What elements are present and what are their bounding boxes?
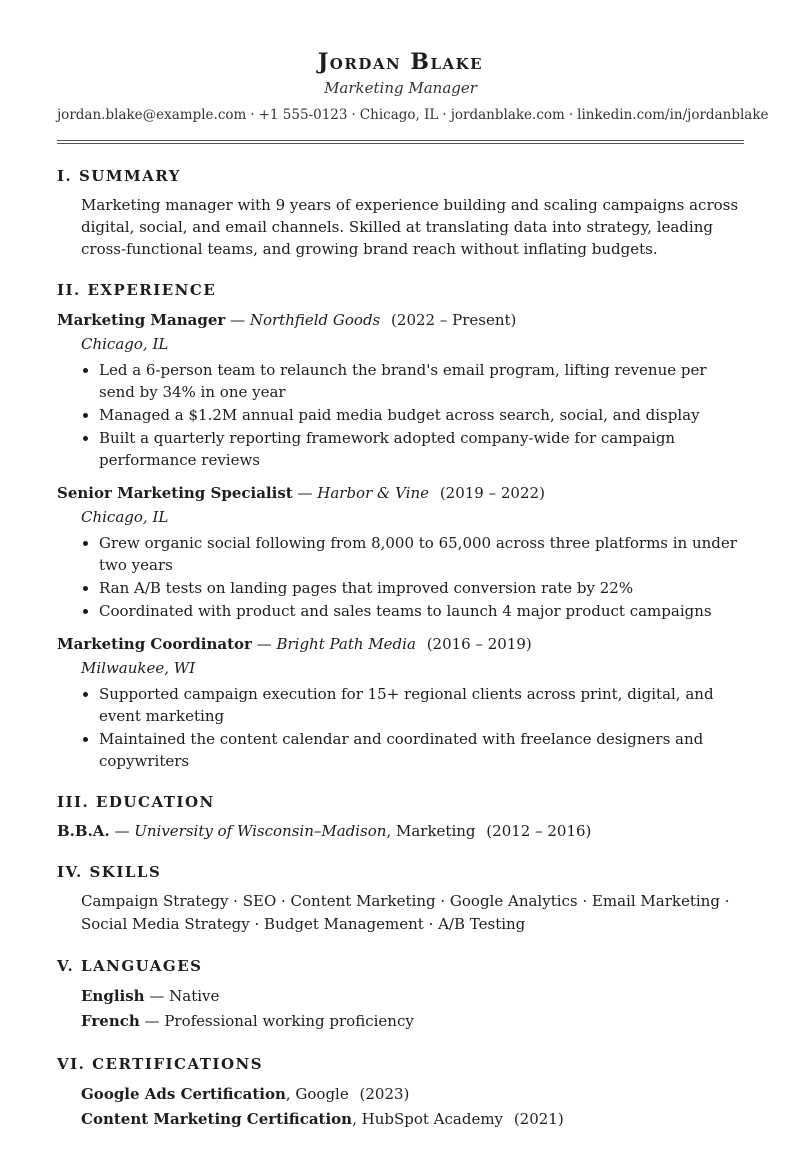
candidate-name: Jordan Blake [317, 49, 484, 75]
job-title: Senior Marketing Specialist [57, 484, 293, 502]
skills-list: Campaign Strategy · SEO · Content Marketing · Google Analytics · Email Marketing · Social Media Strategy · Budget Management · A/B Testing [81, 892, 730, 933]
degree: B.B.A. [57, 822, 110, 840]
school-name: University of Wisconsin–Madison [134, 822, 387, 840]
section-heading: III. EDUCATION [57, 793, 215, 811]
language-level: Native [169, 987, 220, 1005]
certification-entry [81, 1107, 744, 1132]
section-heading: II. EXPERIENCE [57, 281, 217, 299]
title-dash: — [292, 484, 318, 502]
job-bullet: • Maintained the content calendar and coordinated with freelance designers and copywriters [99, 728, 744, 772]
field-of-study: , Marketing [386, 822, 476, 840]
job-entry [57, 481, 744, 622]
certification-name: Google Ads Certification [81, 1085, 286, 1103]
title-dash: — [225, 311, 250, 329]
contact-separator: · [351, 107, 356, 123]
job-bullet: • Grew organic social following from 8,000 to 65,000 across three platforms in under two years [99, 532, 744, 576]
section-heading: VI. CERTIFICATIONS [57, 1055, 264, 1073]
candidate-role: Marketing Manager [324, 79, 477, 97]
section-heading: IV. SKILLS [57, 863, 162, 881]
certification-year: (2021) [513, 1110, 564, 1128]
language-name: English [81, 987, 145, 1005]
certification-year: (2023) [359, 1085, 410, 1103]
contact-email[interactable]: jordan.blake@example.com [57, 107, 247, 123]
language-dash: — [144, 987, 170, 1005]
job-bullet: • Managed a $1.2M annual paid media budget across search, social, and display [99, 404, 744, 426]
job-company: Bright Path Media [276, 635, 416, 653]
title-dash: — [251, 635, 277, 653]
contact-location: Chicago, IL [359, 107, 439, 123]
job-dates: (2016 – 2019) [426, 635, 532, 653]
job-bullet: • Built a quarterly reporting framework adopted company-wide for campaign performance reviews [99, 427, 744, 471]
job-bullets [57, 683, 744, 772]
certification-issuer: , Google [285, 1085, 349, 1103]
section-heading: V. LANGUAGES [57, 957, 203, 975]
contact-separator: · [568, 107, 574, 123]
language-entry [81, 984, 744, 1009]
job-bullet: • Supported campaign execution for 15+ regional clients across print, digital, and event marketing [99, 683, 744, 727]
job-company: Northfield Goods [249, 311, 381, 329]
job-bullet: • Coordinated with product and sales teams to launch 4 major product campaigns [99, 600, 744, 622]
education-dates: (2012 – 2016) [486, 822, 592, 840]
certification-entry [81, 1082, 744, 1107]
job-entry [57, 632, 744, 772]
contact-website[interactable]: jordanblake.com [450, 107, 565, 123]
job-bullet: • Ran A/B tests on landing pages that improved conversion rate by 22% [99, 577, 744, 599]
job-entry [57, 308, 744, 471]
job-bullets [57, 359, 744, 471]
education-section [57, 792, 744, 842]
certifications-section [57, 1054, 744, 1132]
language-entry [81, 1009, 744, 1034]
skills-section [57, 862, 744, 936]
contact-separator: · [442, 107, 447, 123]
job-location: Chicago, IL [81, 508, 169, 526]
language-name: French [81, 1012, 140, 1030]
job-title: Marketing Coordinator [57, 635, 252, 653]
language-level: Professional working proficiency [164, 1012, 414, 1030]
experience-section [57, 280, 744, 772]
languages-section [57, 956, 744, 1034]
job-title: Marketing Manager [57, 311, 226, 329]
degree-dash: — [109, 822, 135, 840]
job-dates: (2019 – 2022) [439, 484, 545, 502]
contact-linkedin[interactable]: linkedin.com/in/jordanblake [577, 107, 769, 123]
contact-line [57, 106, 769, 124]
job-location: Milwaukee, WI [81, 659, 196, 677]
job-dates: (2022 – Present) [391, 311, 517, 329]
education-entry [57, 820, 744, 842]
certification-name: Content Marketing Certification [81, 1110, 353, 1128]
contact-separator: · [250, 107, 255, 123]
summary-text: Marketing manager with 9 years of experience building and scaling campaigns across digital, social, and email channels. Skilled at translating data into strategy, leading cross-functional teams, and growing brand reach without inflating budgets. [81, 196, 739, 258]
contact-phone: +1 555-0123 [258, 107, 348, 123]
language-dash: — [139, 1012, 165, 1030]
job-bullets [57, 532, 744, 622]
header-divider [57, 140, 744, 144]
summary-section [57, 166, 744, 260]
certification-issuer: , HubSpot Academy [352, 1110, 504, 1128]
section-heading: I. SUMMARY [57, 167, 181, 185]
job-bullet: • Led a 6-person team to relaunch the brand's email program, lifting revenue per send by 34% in one year [99, 359, 744, 403]
resume-header [57, 0, 769, 144]
job-company: Harbor & Vine [317, 484, 430, 502]
job-location: Chicago, IL [81, 335, 169, 353]
